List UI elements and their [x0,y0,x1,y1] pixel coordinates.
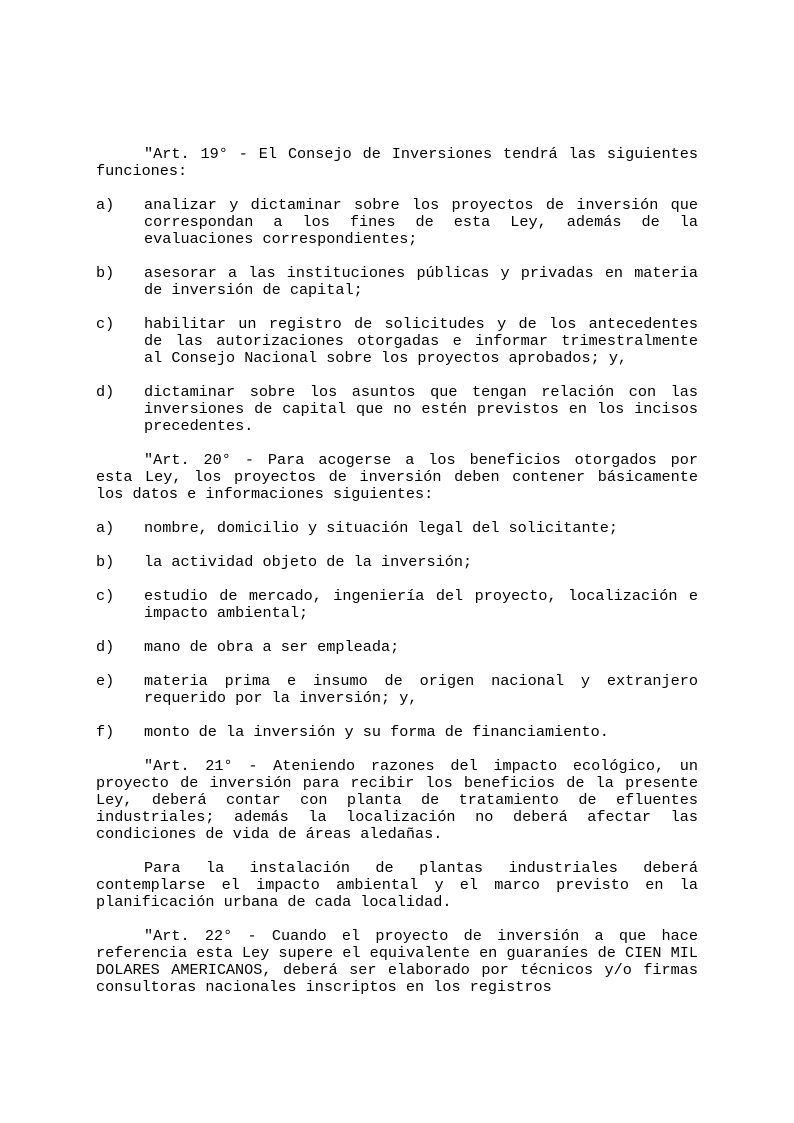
art19-item-b [96,265,698,299]
art19-item-c [96,316,698,367]
item-label: d) [96,638,115,656]
item-text: dictaminar sobre los asuntos que tengan relación con las inversiones de capital que no estén previstos en los incisos precedentes. [144,383,698,435]
art21-paragraph: "Art. 21° - Ateniendo razones del impacto ecológico, un proyecto de inversión para recibir los beneficios de la presente Ley, deberá contar con planta de tratamiento de efluentes industriales; además la localización no deberá afectar las condiciones de vida de áreas aledañas. [96,757,698,843]
art19-intro: "Art. 19° - El Consejo de Inversiones tendrá las siguientes funciones: [96,145,698,180]
art19-item-d [96,384,698,435]
item-label: a) [96,196,115,214]
art21-paragraph-2: Para la instalación de plantas industriales deberá contemplarse el impacto ambiental y el marco previsto en la planificación urbana de cada localidad. [96,859,698,911]
document-page [96,146,698,996]
art20-item-d [96,639,698,656]
art20-item-f [96,724,698,741]
item-text: analizar y dictaminar sobre los proyectos de inversión que correspondan a los fines de esta Ley, además de la evaluaciones correspondientes; [144,196,698,248]
item-text: materia prima e insumo de origen nacional y extranjero requerido por la inversión; y, [144,672,698,707]
art20-item-b [96,554,698,571]
item-text: mano de obra a ser empleada; [144,638,400,656]
item-label: c) [96,315,115,333]
item-text: asesorar a las instituciones públicas y privadas en materia de inversión de capital; [144,264,698,299]
item-label: b) [96,264,115,282]
item-label: a) [96,519,115,537]
item-text: la actividad objeto de la inversión; [144,553,473,571]
item-label: e) [96,672,115,690]
item-text: habilitar un registro de solicitudes y de los antecedentes de las autorizaciones otorgadas e informar trimestralmente al Consejo Nacional sobre los proyectos aprobados; y, [144,315,698,367]
art20-item-c [96,588,698,622]
item-text: nombre, domicilio y situación legal del solicitante; [144,519,618,537]
art22-paragraph: "Art. 22° - Cuando el proyecto de inversión a que hace referencia esta Ley supere el equivalente en guaraníes de CIEN MIL DOLARES AMERICANOS, deberá ser elaborado por técnicos y/o firmas consultoras nacionales inscriptos en los registros [96,927,698,996]
art20-intro: "Art. 20° - Para acogerse a los beneficios otorgados por esta Ley, los proyectos de inversión deben contener básicamente los datos e informaciones siguientes: [96,451,698,503]
art20-item-a [96,520,698,537]
item-label: f) [96,723,115,741]
item-text: monto de la inversión y su forma de financiamiento. [144,723,609,741]
art19-item-a [96,197,698,248]
item-label: b) [96,553,115,571]
art20-item-e [96,673,698,707]
item-text: estudio de mercado, ingeniería del proyecto, localización e impacto ambiental; [144,587,698,622]
item-label: d) [96,383,115,401]
item-label: c) [96,587,115,605]
